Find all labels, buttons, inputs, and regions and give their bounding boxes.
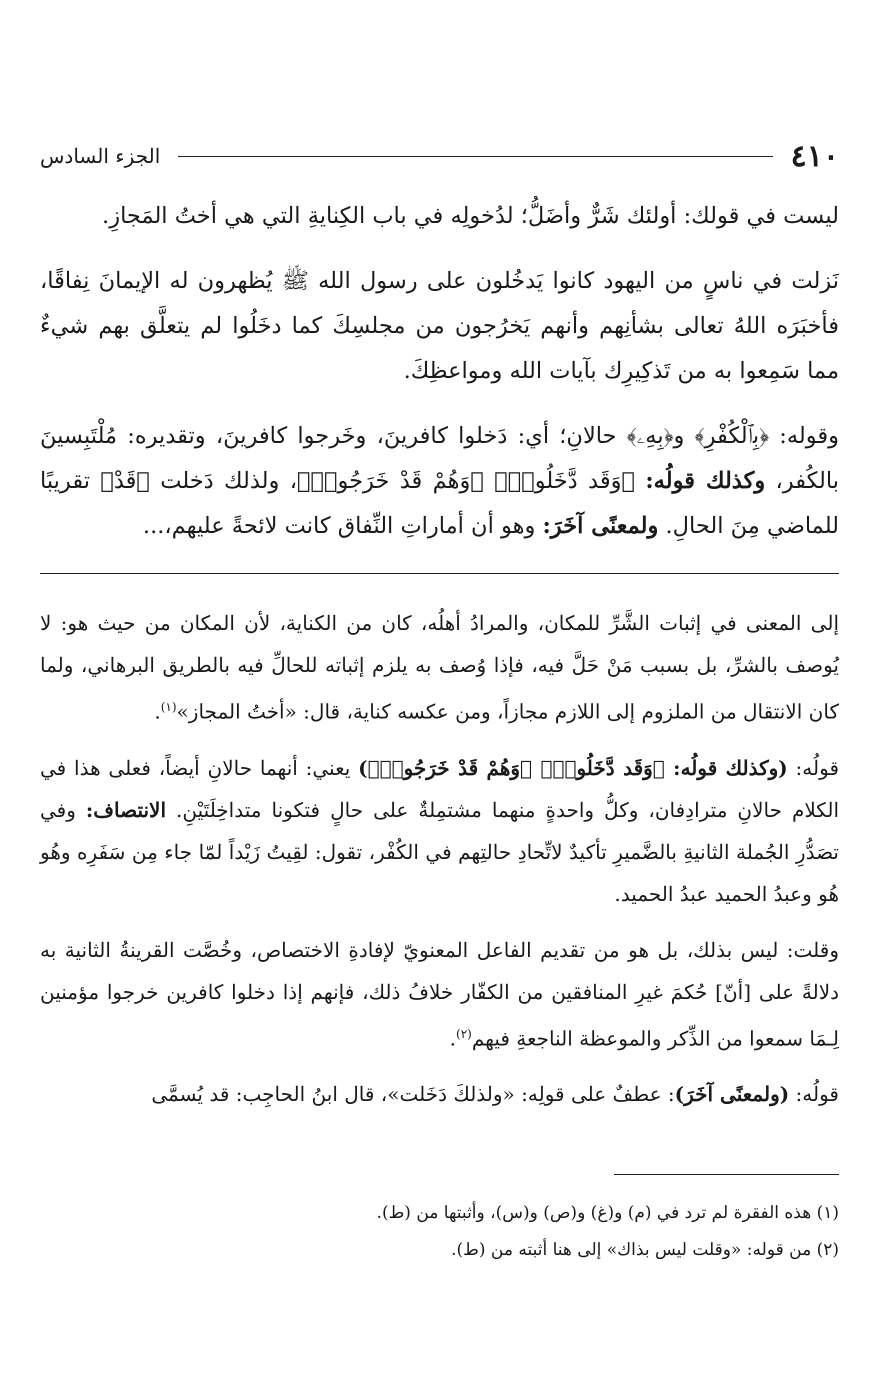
text-run: إلى المعنى في إثبات الشَّرِّ للمكان، والمرادُ أهلُه، كان من الكناية، لأن المكان من حيث هو: لا يُوصف بالشرِّ، بل بسبب مَنْ حَلَّ فيه، فإذا وُصف به يلزم إثباته للحالِّ فيه بالطريق البرهاني، ولما كان الانتقال من الملزوم إلى اللازم مجازاً، ومن عكسه كناية، قال: «أختُ المجاز» — [40, 611, 839, 724]
text-run: وهو أن أماراتِ النِّفاق كانت لائحةً عليهم،... — [142, 513, 543, 539]
text-run: . — [449, 1026, 456, 1051]
text-run: ﴿وَقَد دَّخَلُوا۟﴾ ﴿وَهُمْ قَدْ خَرَجُوا۟﴾، ولذلك دَخلت ﴿قَدْ﴾ تقريبًا للماضي مِنَ الحالِ. — [40, 468, 839, 539]
text-run: : عطفٌ على قولِه: «ولذلكَ دَخَلت»، قال ابنُ الحاجِب: قد يُسمَّى — [151, 1082, 675, 1107]
footnote-reference[interactable]: (١) — [160, 700, 177, 714]
footnote-rule — [614, 1174, 839, 1175]
text-run: قولُه: — [787, 755, 840, 780]
text-run: وفي تصَدُّرِ الجُملة الثانيةِ بالضَّميرِ تأكيدٌ لاتِّحادِ حالتِهم في الكُفْر، تقول: لقِيتُ زَيْداً لمّا جاء مِن سَفَرِه وهُو هُو وعبدُ الحميد عبدُ الحميد. — [40, 797, 839, 906]
bold-phrase: (ولمعنًى آخَرَ) — [674, 1082, 790, 1107]
text-run: وقلت: ليس بذلك، بل هو من تقديم الفاعل المعنويّ لإفادةِ الاختصاص، وخُصَّت القرينةُ الثانية به دلالةً على [أنّ] حُكمَ غيرِ المنافقين من الكفّار خلافُ ذلك، فإنهم إذا دخلوا كافرين خرجوا مؤمنين لِـمَا سمعوا من الذِّكر والموعظة الناجعةِ فيهم — [40, 937, 839, 1051]
running-title: الجزء السادس — [40, 144, 161, 168]
footnote: (٢) من قوله: «وقلت ليس بذاك» إلى هنا أثبته من (ط). — [451, 1240, 839, 1260]
commentary-paragraph — [40, 929, 839, 1060]
text-commentary-divider — [40, 573, 839, 574]
bold-phrase: الانتصاف: — [85, 797, 167, 822]
footnote: (١) هذه الفقرة لم ترد في (م) و(غ) و(ص) و(س)، وأثبتها من (ط). — [376, 1203, 839, 1223]
header-rule — [178, 156, 772, 157]
main-paragraph — [40, 414, 839, 549]
commentary-text — [40, 602, 839, 1129]
page-number: ٤١٠ — [790, 138, 839, 174]
commentary-paragraph — [40, 747, 839, 915]
text-run: . — [154, 699, 161, 724]
main-text — [40, 194, 839, 569]
page-header — [40, 136, 839, 176]
bold-phrase: ولمعنًى آخَرَ: — [542, 513, 659, 539]
text-run: قولُه: — [789, 1082, 839, 1107]
commentary-paragraph — [40, 602, 839, 733]
footnote-reference[interactable]: (٢) — [456, 1026, 472, 1041]
main-paragraph: نَزلت في ناسٍ من اليهود كانوا يَدخُلون على رسول الله ﷺ يُظهرون له الإيمانَ نِفاقًا، فأخبَرَه اللهُ تعالى بشأنِهم وأنهم يَخرُجون من مجلسِكَ كما دخَلُوا لم يتعلَّق بهم شيءٌ مما سَمِعوا به من تَذكِيرِك بآيات الله ومواعظِكَ. — [40, 268, 839, 384]
text-run: وقوله: ﴿بِٱلْكُفْرِ﴾ و﴿بِهِۦ﴾ حالانِ؛ أي: دَخلوا كافرينَ، وخَرجوا كافرينَ، وتقديره: مُلْتَبِسينَ بالكُفر، — [40, 423, 839, 494]
footnotes — [40, 1195, 839, 1269]
main-paragraph: ليست في قولك: أولئك شَرٌّ وأضَلُّ؛ لدُخولِه في باب الكِنايةِ التي هي أختُ المَجازِ. — [102, 203, 839, 229]
bold-phrase: (وكذلك قولُه: ﴿وَقَد دَّخَلُوا۟﴾ ﴿وَهُمْ قَدْ خَرَجُوا۟﴾) — [358, 755, 788, 780]
bold-phrase: وكذلك قولُه: — [645, 468, 766, 494]
text-run: يعني: أنهما حالانِ أيضاً، فعلى هذا في الكلام حالانِ مترادِفان، وكلُّ واحدةٍ منهما مشتمِلةٌ على حالٍ فتكونا متداخِلَتَيْنِ. — [40, 755, 840, 822]
commentary-paragraph — [40, 1073, 839, 1115]
